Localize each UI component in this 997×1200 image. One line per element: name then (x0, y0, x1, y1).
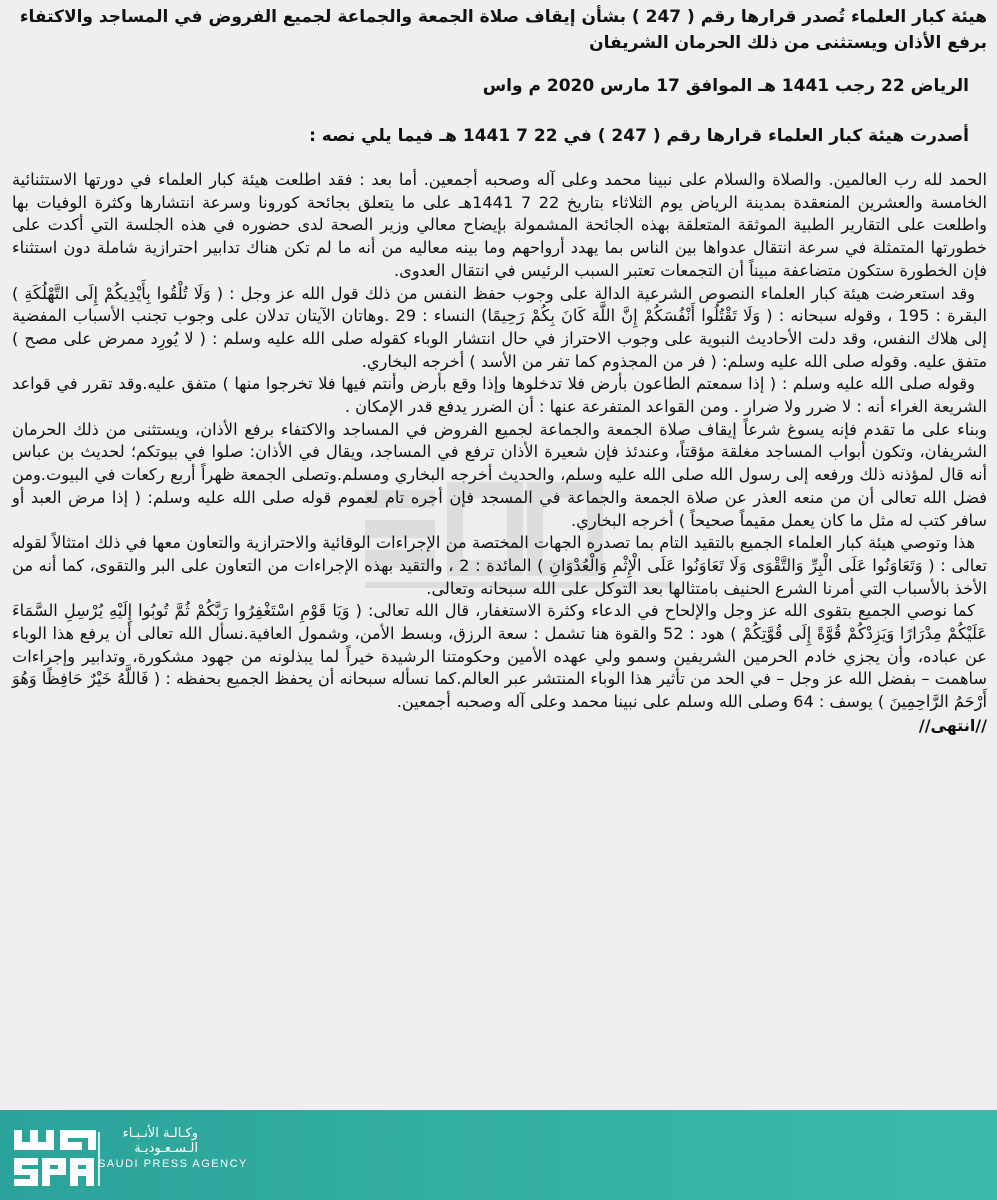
logo-arabic-text (98, 1126, 198, 1156)
logo-arabic-line: الـسـعـوديـة (134, 1141, 198, 1156)
logo-english-text: SAUDI PRESS AGENCY (98, 1158, 248, 1170)
paragraph: هذا وتوصي هيئة كبار العلماء الجميع بالتقيد التام بما تصدره الجهات المختصة من الإجراءات الوقائية والاحترازية والتعاون معها في ذلك امتثالاً لقوله تعالى : ( وَتَعَاوَنُوا عَلَى الْبِرِّ وَالتَّقْوَى وَلَا تَعَاوَنُوا عَلَى الْإِثْمِ وَالْعُدْوَانِ ) المائدة : 2 ، والتقيد بهذه الإجراءات من التعاون على البر والتقوى، كما أنه من الأخذ بالأسباب التي أمرنا الشرع الحنيف بامتثالها بعد التوكل على الله سبحانه وتعالى. (12, 533, 987, 598)
document-body (12, 169, 987, 735)
paragraph: وبناء على ما تقدم فإنه يسوغ شرعاً إيقاف صلاة الجمعة والجماعة لجميع الفروض في المساجد والاكتفاء برفع الأذان، ويستثنى من ذلك الحرمان الشريفان، وتكون أبواب المساجد مغلقة مؤقتاً، وعندئذ فإن شعيرة الأذان ترفع في المساجد، ويقال في الأذان: صلوا في بيوتكم؛ لحديث بن عباس أنه قال لمؤذنه ذلك ورفعه إلى رسول الله صلى الله عليه وسلم، والحديث أخرجه البخاري ومسلم.وتصلى الجمعة ظهراً أربع ركعات في البيوت.ومن فضل الله تعالى أن من منعه العذر عن صلاة الجمعة والجماعة في المسجد فإن أجره تام لعموم قوله صلى الله عليه وسلم: ( إذا مرض العبد أو سافر كتب له مثل ما كان يعمل مقيماً صحيحاً ) أخرجه البخاري. (12, 419, 987, 530)
logo-arabic-line: وكـالـة الأنـبـاء (122, 1126, 198, 1141)
paragraph: وقوله صلى الله عليه وسلم : ( إذا سمعتم الطاعون بأرض فلا تدخلوها وإذا وقع بأرض وأنتم فيها فلا تخرجوا منها ) متفق عليه.وقد تقرر في قواعد الشريعة الغراء أنه : لا ضرر ولا ضرار . ومن القواعد المتفرعة عنها : أن الضرر يدفع قدر الإمكان . (12, 374, 987, 417)
paragraph: وقد استعرضت هيئة كبار العلماء النصوص الشرعية الدالة على وجوب حفظ النفس من ذلك قول الله عز وجل : ( وَلَا تُلْقُوا بِأَيْدِيكُمْ إِلَى التَّهْلُكَةِ ) البقرة : 195 ، وقوله سبحانه : ( وَلَا تَقْتُلُوا أَنْفُسَكُمْ إِنَّ اللَّهَ كَانَ بِكُمْ رَحِيمًا) النساء : 29 .وهاتان الآيتان تدلان على وجوب تجنب الأسباب المفضية إلى هلاك النفس، وقد دلت الأحاديث النبوية على وجوب الاحتراز في حال انتشار الوباء كقوله صلى الله عليه وسلم : ( لا يُورِد ممرض على مصح ) متفق عليه. وقوله صلى الله عليه وسلم: ( فر من المجذوم كما تفر من الأسد ) أخرجه البخاري. (12, 283, 987, 371)
paragraph: كما نوصي الجميع بتقوى الله عز وجل والإلحاح في الدعاء وكثرة الاستغفار، قال الله تعالى: ( وَيَا قَوْمِ اسْتَغْفِرُوا رَبَّكُمْ ثُمَّ تُوبُوا إِلَيْهِ يُرْسِلِ السَّمَاءَ عَلَيْكُمْ مِدْرَارًا وَيَزِدْكُمْ قُوَّةً إِلَى قُوَّتِكُمْ ) هود : 52 والقوة هنا تشمل : سعة الرزق، وبسط الأمن، وشمول العافية.نسأل الله تعالى أن يرفع هذا الوباء عن عباده، وأن يجزي خادم الحرمين الشريفين وسمو ولي عهده الأمين وحكومتنا الرشيدة خيراً لما يبذلونه من جهود مشكورة، وتدابير وإجراءات ساهمت – بفضل الله عز وجل – في الحد من تأثير هذا الوباء المنتشر عبر العالم.كما نسأله سبحانه أن يحفظ الجميع بحفظه : ( فَاللَّهُ خَيْرٌ حَافِظًا وَهُوَ أَرْحَمُ الرَّاحِمِينَ ) يوسف : 64 وصلى الله وسلم على نبينا محمد وعلى آله وصحبه أجمعين. (12, 601, 987, 712)
intro-line: أصدرت هيئة كبار العلماء قرارها رقم ( 247 ) في 22 7 1441 هـ فيما يلي نصه : (309, 126, 969, 146)
paragraph: الحمد لله رب العالمين. والصلاة والسلام على نبينا محمد وعلى آله وصحبه أجمعين. أما بعد : فقد اطلعت هيئة كبار العلماء في دورتها الاستثنائية الخامسة والعشرين المنعقدة بمدينة الرياض يوم الثلاثاء بتاريخ 22 7 1441هـ على ما يتعلق بجائحة كورونا وسرعة انتشارها وكثرة الوفيات بها واطلعت على التقارير الطبية الموثقة المتعلقة بهذه الجائحة المشمولة بإيضاح معالي وزير الصحة لدى حضوره في هذه الجلسة التي أكدت على خطورتها المتمثلة في سرعة انتقال عدواها بين الناس بما يهدد أرواحهم وما بينه معاليه من أنه ما لم تكن هناك تدابير احترازية شاملة دون استثناء فإن الخطورة ستكون متضاعفة مبيناً أن التجمعات تعتبر السبب الرئيس في انتقال العدوى. (12, 170, 987, 280)
document-title: هيئة كبار العلماء تُصدر قرارها رقم ( 247 ) بشأن إيقاف صلاة الجمعة والجماعة لجميع الفروض في المساجد والاكتفاء برفع الأذان ويستثنى من ذلك الحرمان الشريفان (19, 7, 987, 53)
closing-mark: //انتهى// (918, 715, 987, 735)
dateline: الرياض 22 رجب 1441 هـ الموافق 17 مارس 2020 م واس (482, 76, 969, 96)
